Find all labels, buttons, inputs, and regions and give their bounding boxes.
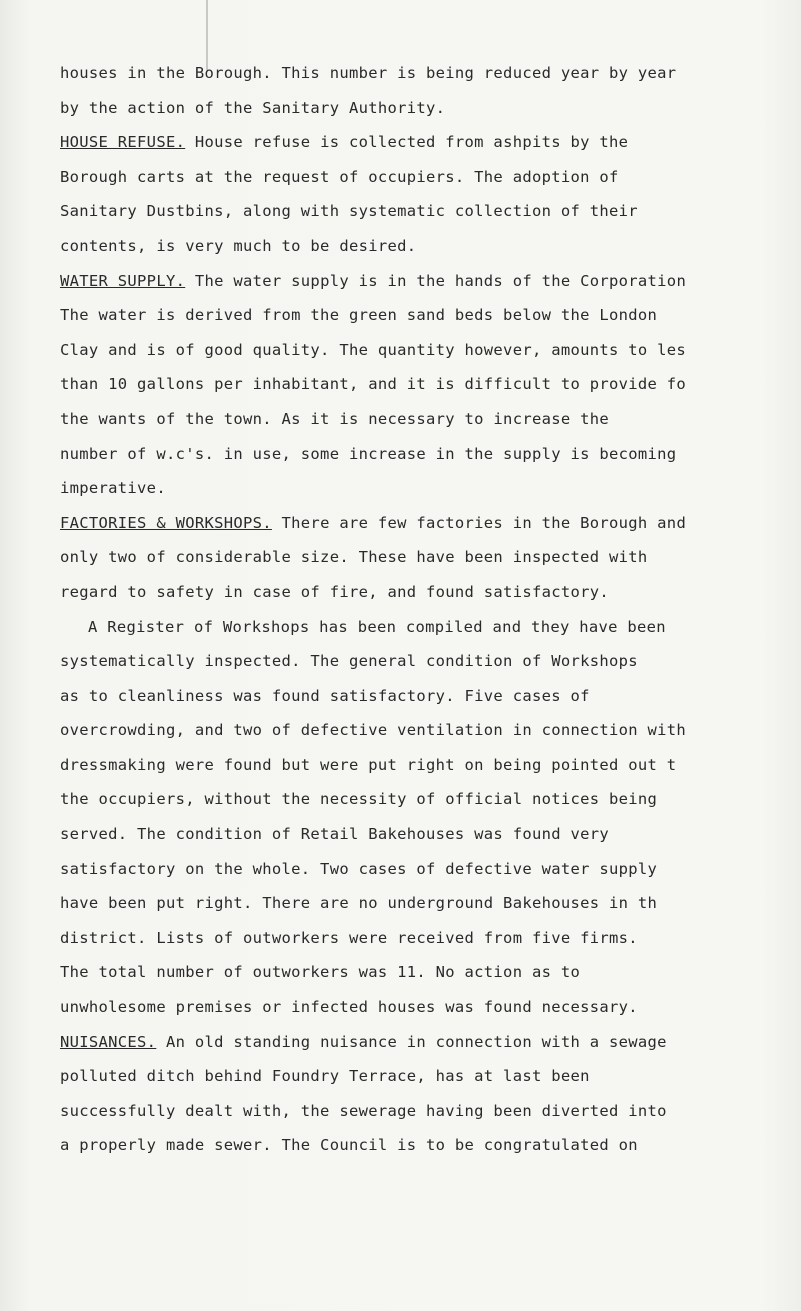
line-text: unwholesome premises or infected houses was found necessary. [60,998,638,1017]
text-line [60,1094,790,1129]
line-text: served. The condition of Retail Bakehouses was found very [60,825,610,844]
line-text: as to cleanliness was found satisfactory. Five cases of [60,686,590,705]
text-line [60,264,790,299]
text-line [60,333,790,368]
text-line [60,782,790,817]
text-line [60,679,790,714]
line-text: houses in the Borough. This number is being reduced year by year [60,64,677,82]
line-text: number of w.c's. in use, some increase in the supply is becoming [60,444,677,463]
text-line [60,1128,790,1163]
line-text: The water is derived from the green sand beds below the London [60,306,658,325]
text-line [60,713,790,748]
text-line [60,506,790,541]
text-line [60,229,790,264]
line-text: regard to safety in case of fire, and found satisfactory. [60,582,610,601]
line-text: imperative. [60,479,166,498]
text-line [60,575,790,610]
line-text: A Register of Workshops has been compiled and they have been [88,617,666,636]
text-line [60,921,790,956]
text-line [60,955,790,990]
text-line [60,194,790,229]
line-text: House refuse is collected from ashpits by the [185,133,629,152]
document-body [60,56,790,1163]
line-text: successfully dealt with, the sewerage having been diverted into [60,1101,667,1120]
text-line [60,644,790,679]
text-line [60,125,790,160]
text-line [60,1025,790,1060]
section-heading: WATER SUPPLY. [60,271,186,290]
text-line [60,990,790,1025]
text-line [60,748,790,783]
text-line [60,56,790,91]
text-line [60,852,790,887]
line-text: only two of considerable size. These have been inspected with [60,548,648,567]
text-line [60,817,790,852]
text-line [60,367,790,402]
text-line [60,402,790,437]
section-heading: NUISANCES. [60,1032,157,1051]
text-line [60,1059,790,1094]
line-text: There are few factories in the Borough and [271,513,687,532]
text-line [60,160,790,195]
line-text: contents, is very much to be desired. [60,236,417,255]
line-text: the wants of the town. As it is necessary to increase the [60,409,610,428]
line-text: The total number of outworkers was 11. No action as to [60,963,581,982]
text-line [60,298,790,333]
line-text: the occupiers, without the necessity of official notices being [60,790,658,809]
line-text: polluted ditch behind Foundry Terrace, has at last been [60,1067,590,1086]
line-text: overcrowding, and two of defective ventilation in connection with [60,721,687,740]
text-line [60,540,790,575]
line-text: satisfactory on the whole. Two cases of defective water supply [60,859,658,878]
line-text: a properly made sewer. The Council is to be congratulated on [60,1136,638,1155]
line-text: district. Lists of outworkers were received from five firms. [60,928,638,947]
section-heading: HOUSE REFUSE. [60,133,186,152]
section-heading: FACTORIES & WORKSHOPS. [60,513,272,532]
text-line [60,437,790,472]
line-text: An old standing nuisance in connection with a sewage [156,1032,667,1051]
text-line [60,610,790,645]
text-line [60,471,790,506]
text-line [60,91,790,126]
line-text: Clay and is of good quality. The quantity however, amounts to les [60,340,687,359]
line-text: have been put right. There are no underground Bakehouses in th [60,894,658,913]
line-text: Borough carts at the request of occupiers. The adoption of [60,167,619,186]
line-text: by the action of the Sanitary Authority. [60,98,446,117]
line-text: dressmaking were found but were put right on being pointed out t [60,755,677,774]
line-text: Sanitary Dustbins, along with systematic collection of their [60,202,638,221]
line-text: than 10 gallons per inhabitant, and it is difficult to provide fo [60,375,687,394]
line-text: The water supply is in the hands of the Corporation [185,271,687,290]
text-line [60,886,790,921]
line-text: systematically inspected. The general condition of Workshops [60,652,638,671]
